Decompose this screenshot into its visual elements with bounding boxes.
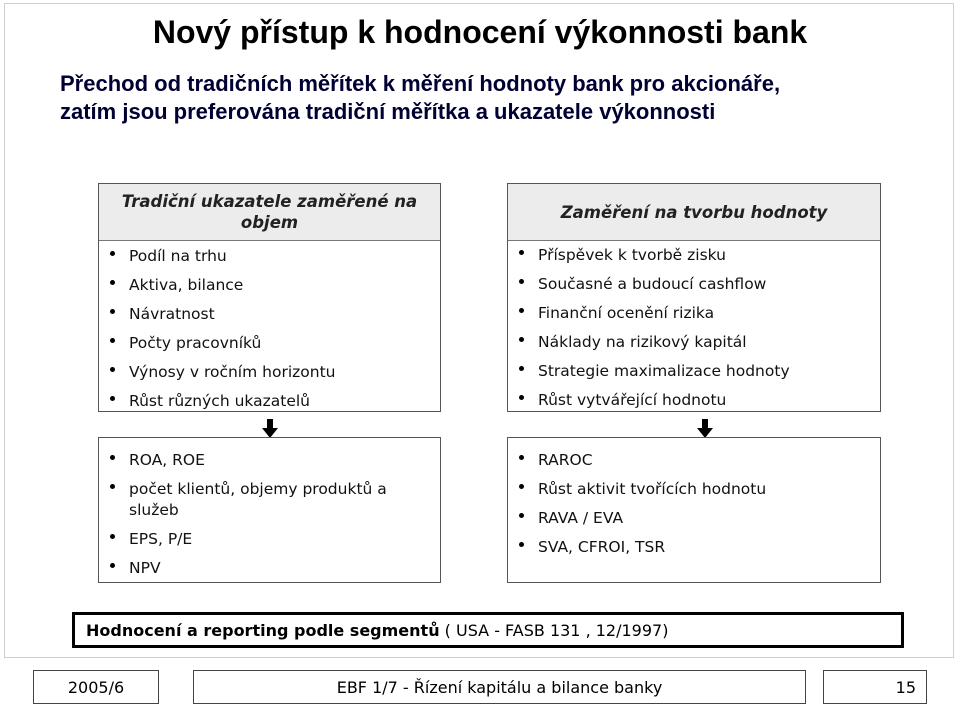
list-item: Růst různých ukazatelů (99, 387, 440, 416)
list-item: Podíl na trhu (99, 242, 440, 271)
slide-subtitle (60, 70, 940, 126)
list-item: Výnosy v ročním horizontu (99, 358, 440, 387)
subtitle-line-2: zatím jsou preferována tradiční měřítka a ukazatele výkonnosti (60, 99, 716, 124)
list-item: Počty pracovníků (99, 329, 440, 358)
list-item: Růst aktivit tvořících hodnotu (508, 475, 880, 504)
list-item: Aktiva, bilance (99, 271, 440, 300)
list-item: RAVA / EVA (508, 504, 880, 533)
value-metrics-list (508, 438, 880, 562)
segment-reporting-banner (72, 612, 904, 648)
segment-reporting-bold: Hodnocení a reporting podle segmentů (86, 620, 440, 640)
traditional-indicators-header (99, 184, 440, 241)
list-item: RAROC (508, 446, 880, 475)
value-creation-header: Zaměření na tvorbu hodnoty (508, 184, 880, 241)
list-item: Strategie maximalizace hodnoty (508, 357, 880, 386)
value-metrics-box (507, 437, 881, 583)
list-item: Současné a budoucí cashflow (508, 270, 880, 299)
list-item: Finanční ocenění rizika (508, 299, 880, 328)
footer-date: 2005/6 (33, 670, 159, 704)
traditional-header-line-2: objem (240, 213, 299, 232)
list-item: Náklady na rizikový kapitál (508, 328, 880, 357)
traditional-metrics-box (98, 437, 441, 583)
list-item: Příspěvek k tvorbě zisku (508, 241, 880, 270)
traditional-header-line-1: Tradiční ukazatele zaměřené na (121, 192, 418, 211)
traditional-indicators-box (98, 183, 441, 412)
value-creation-list (508, 241, 880, 415)
traditional-indicators-list (99, 241, 440, 416)
list-item: EPS, P/E (99, 525, 440, 554)
list-item: ROA, ROE (99, 446, 440, 475)
segment-reporting-detail: ( USA - FASB 131 , 12/1997) (439, 620, 669, 640)
list-item: SVA, CFROI, TSR (508, 533, 880, 562)
list-item: počet klientů, objemy produktů a služeb (99, 475, 440, 525)
list-item: NPV (99, 554, 440, 583)
value-creation-box (507, 183, 881, 412)
arrow-down-icon (262, 419, 278, 439)
footer-page-number: 15 (823, 670, 927, 704)
subtitle-line-1: Přechod od tradičních měřítek k měření hodnoty bank pro akcionáře, (60, 71, 781, 96)
arrow-down-icon (697, 419, 713, 439)
footer-course-title: EBF 1/7 - Řízení kapitálu a bilance banky (193, 670, 806, 704)
list-item: Návratnost (99, 300, 440, 329)
slide-title: Nový přístup k hodnocení výkonnosti bank (152, 14, 808, 50)
traditional-metrics-list (99, 438, 440, 583)
list-item: Růst vytvářející hodnotu (508, 386, 880, 415)
